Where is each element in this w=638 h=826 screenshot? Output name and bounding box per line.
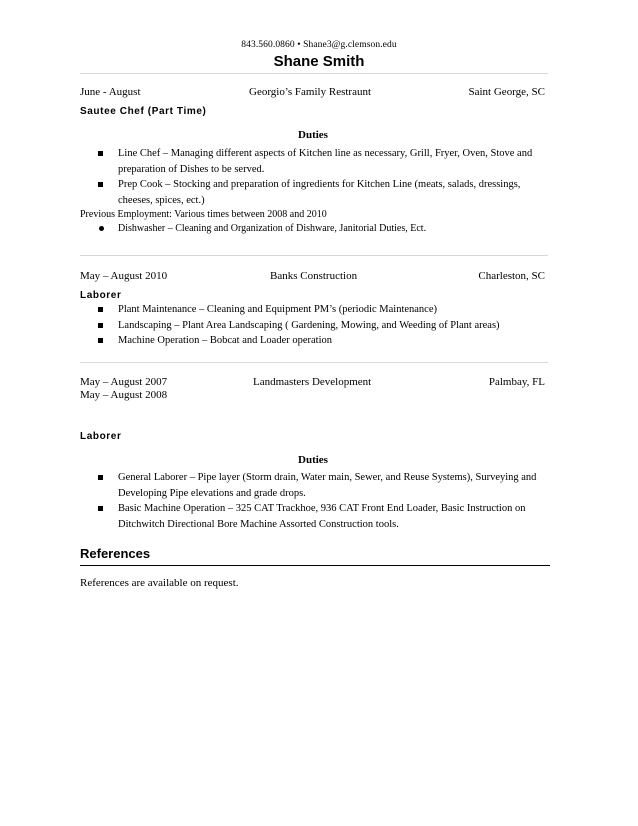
list-item: Line Chef – Managing different aspects of Kitchen line as necessary, Grill, Fryer, Oven, Stove and preparation of Dishes to be served. bbox=[96, 146, 541, 177]
job-3-title: Laborer bbox=[80, 431, 122, 442]
job-2-duties-list bbox=[96, 302, 541, 349]
section-divider bbox=[80, 255, 548, 256]
square-bullet-icon bbox=[98, 506, 103, 511]
job-2-title: Laborer bbox=[80, 290, 122, 301]
references-divider bbox=[80, 565, 550, 566]
list-item: Machine Operation – Bobcat and Loader operation bbox=[96, 333, 541, 349]
list-item: Landscaping – Plant Area Landscaping ( Gardening, Mowing, and Weeding of Plant areas) bbox=[96, 318, 541, 334]
square-bullet-icon bbox=[98, 307, 103, 312]
job-3-duties-heading: Duties bbox=[298, 454, 328, 466]
job-1-duties-list bbox=[96, 146, 541, 208]
contact-line: 843.560.0860 • Shane3@g.clemson.edu bbox=[241, 40, 397, 50]
list-item: Basic Machine Operation – 325 CAT Trackhoe, 936 CAT Front End Loader, Basic Instruction on Ditchwitch Directional Bore Machine Assorted Construction tools. bbox=[96, 501, 541, 532]
previous-employment-note: Previous Employment: Various times between 2008 and 2010 bbox=[80, 209, 327, 220]
job-3-location: Palmbay, FL bbox=[488, 376, 545, 388]
square-bullet-icon bbox=[98, 182, 103, 187]
list-item: Dishwasher – Cleaning and Organization of Dishware, Janitorial Duties, Ect. bbox=[96, 221, 541, 237]
list-item: Prep Cook – Stocking and preparation of ingredients for Kitchen Line (meats, salads, dressings, cheeses, spices, ect.) bbox=[96, 177, 541, 208]
job-2-dates: May – August 2010 bbox=[80, 270, 168, 282]
job-3-header-2 bbox=[80, 389, 545, 403]
square-bullet-icon bbox=[98, 338, 103, 343]
job-1-duties-heading: Duties bbox=[298, 129, 328, 141]
list-item: General Laborer – Pipe layer (Storm drain, Water main, Sewer, and Reuse Systems), Surveying and Developing Pipe elevations and grade drops. bbox=[96, 470, 541, 501]
references-text: References are available on request. bbox=[80, 577, 239, 589]
round-bullet-icon bbox=[99, 226, 104, 231]
job-3-duties-list bbox=[96, 470, 541, 532]
square-bullet-icon bbox=[98, 151, 103, 156]
job-2-employer: Banks Construction bbox=[270, 270, 358, 282]
square-bullet-icon bbox=[98, 475, 103, 480]
previous-employment-list bbox=[96, 221, 541, 237]
section-divider bbox=[80, 362, 548, 363]
job-3-header bbox=[80, 376, 545, 390]
job-1-location: Saint George, SC bbox=[468, 86, 545, 98]
job-2-location: Charleston, SC bbox=[478, 270, 545, 282]
job-1-employer: Georgio’s Family Restraunt bbox=[249, 86, 372, 98]
job-1-dates: June - August bbox=[80, 86, 141, 98]
applicant-name: Shane Smith bbox=[273, 53, 365, 70]
list-item: Plant Maintenance – Cleaning and Equipment PM’s (periodic Maintenance) bbox=[96, 302, 541, 318]
job-1-title: Sautee Chef (Part Time) bbox=[80, 106, 207, 117]
square-bullet-icon bbox=[98, 323, 103, 328]
references-heading: References bbox=[80, 546, 151, 561]
job-2-header bbox=[80, 270, 545, 284]
job-3-employer: Landmasters Development bbox=[253, 376, 372, 388]
job-1-header bbox=[80, 86, 545, 100]
job-3-dates: May – August 2007 bbox=[80, 376, 168, 388]
header-divider bbox=[80, 73, 548, 74]
job-3-dates-2: May – August 2008 bbox=[80, 389, 168, 401]
